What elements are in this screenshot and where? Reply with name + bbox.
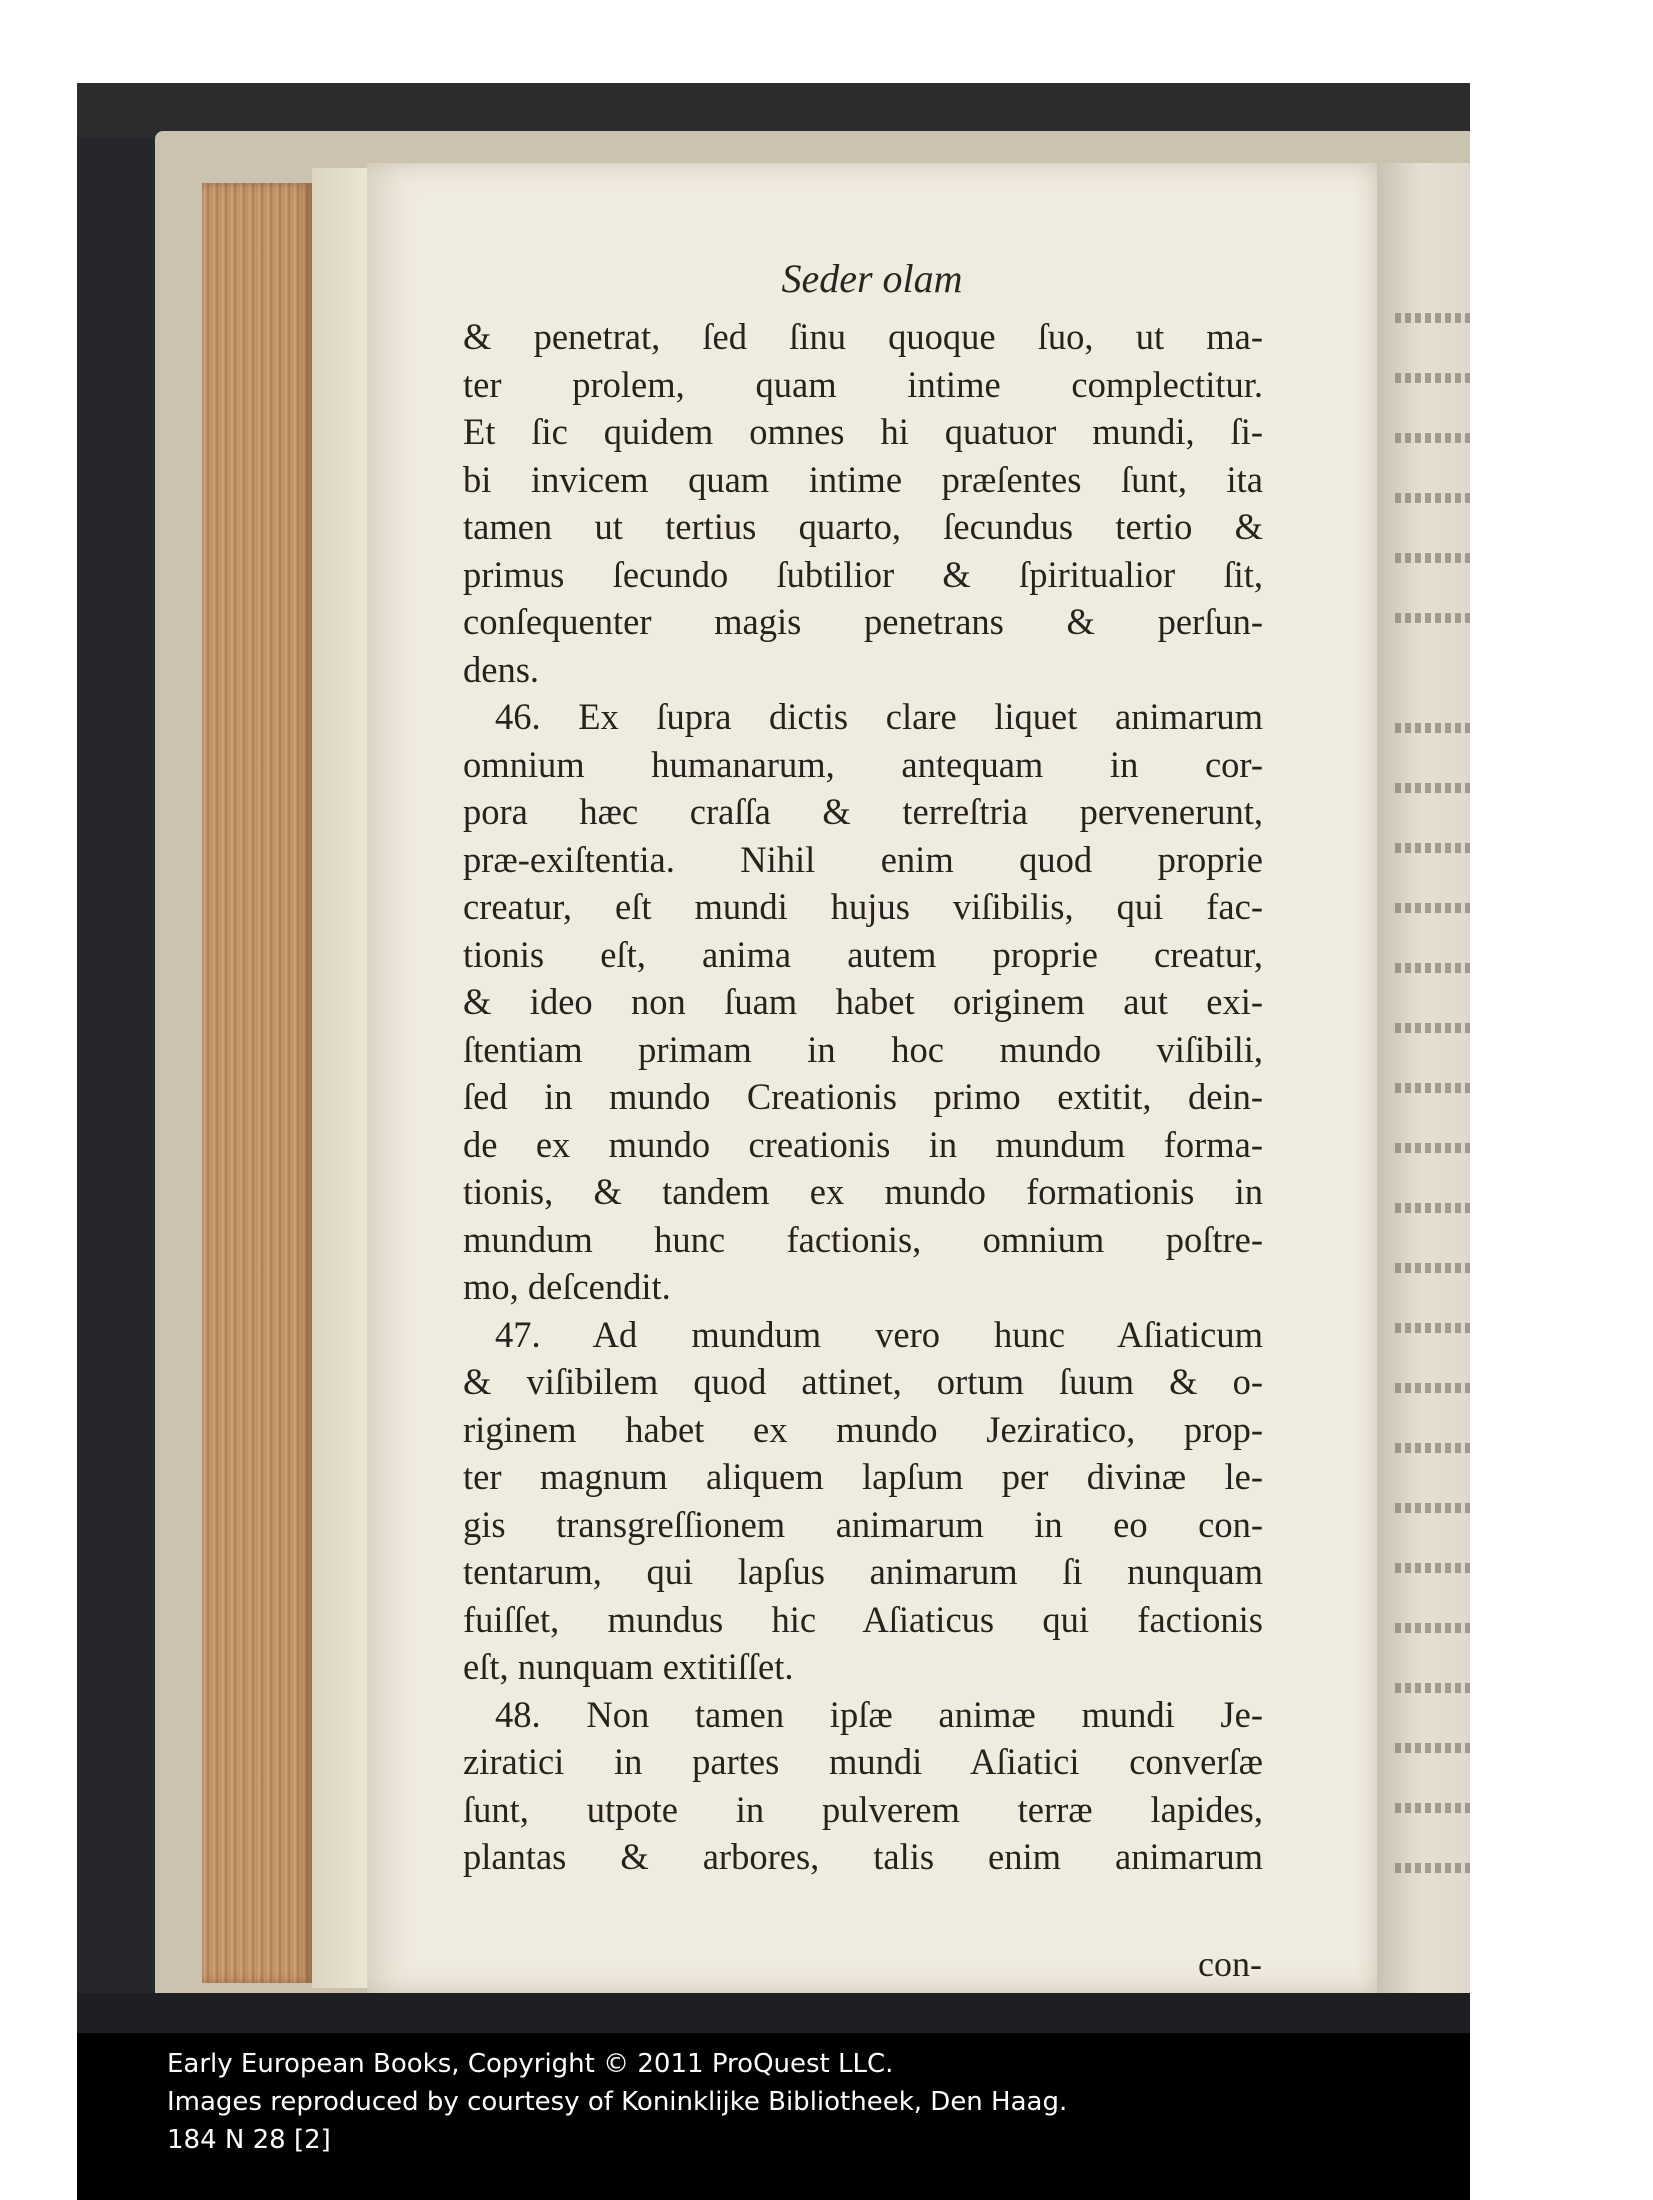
- text-line: primus ſecundo ſubtilior & ſpiritualior ſit,: [463, 553, 1263, 595]
- text-line: eſt, nunquam extitiſſet.: [463, 1646, 794, 1687]
- text-line: de ex mundo creationis in mundum forma-: [463, 1123, 1263, 1165]
- text-line: omnium humanarum, antequam in cor-: [463, 743, 1263, 785]
- facing-page-text-fragment: [1395, 903, 1470, 913]
- text-line: ter magnum aliquem lapſum per divinæ le-: [463, 1456, 1263, 1497]
- text-line: ter prolem, quam intime complectitur.: [463, 363, 1263, 405]
- text-line: ſunt, utpote in pulverem terræ lapides,: [463, 1788, 1263, 1830]
- footer-text: [167, 2045, 1067, 2159]
- facing-page-text-fragment: [1395, 1443, 1470, 1453]
- facing-page-edge: [1377, 163, 1470, 1993]
- facing-page-text-fragment: [1395, 1143, 1470, 1153]
- book-page: [367, 163, 1377, 1993]
- facing-page-text-fragment: [1395, 553, 1470, 563]
- scan-background-bottom: [77, 1993, 1470, 2033]
- footer-shelfmark: 184 N 28 [2]: [167, 2125, 331, 2155]
- running-head: Seder olam: [781, 256, 963, 301]
- facing-page-text-fragment: [1395, 373, 1470, 383]
- copyright-footer: [77, 2033, 1470, 2200]
- text-line: mo, deſcendit.: [463, 1266, 671, 1307]
- text-line: præ-exiſtentia. Nihil enim quod proprie: [463, 838, 1263, 880]
- footer-copyright: Early European Books, Copyright © 2011 ProQuest LLC.: [167, 2049, 894, 2079]
- facing-page-text-fragment: [1395, 723, 1470, 733]
- text-line: mundum hunc factionis, omnium poſtre-: [463, 1218, 1263, 1260]
- page-gutter: [312, 168, 372, 1988]
- text-line: tamen ut tertius quarto, ſecundus tertio &: [463, 506, 1263, 547]
- text-line: conſequenter magis penetrans & perſun-: [463, 601, 1263, 642]
- book-page-edges: [202, 183, 312, 1983]
- facing-page-text-fragment: [1395, 1323, 1470, 1333]
- text-line: ziratici in partes mundi Aſiatici converſæ: [463, 1741, 1263, 1782]
- text-line: ſed in mundo Creationis primo extitit, dein-: [463, 1076, 1263, 1117]
- scan-background-top: [77, 83, 1470, 138]
- facing-page-text-fragment: [1395, 1563, 1470, 1573]
- catchword: con-: [1198, 1944, 1262, 1984]
- facing-page-text-fragment: [1395, 433, 1470, 443]
- facing-page-text-fragment: [1395, 1383, 1470, 1393]
- text-line: dens.: [463, 648, 540, 690]
- text-line: riginem habet ex mundo Jeziratico, prop-: [463, 1408, 1263, 1450]
- page-body-text: [463, 313, 1263, 1881]
- text-line: bi invicem quam intime præſentes ſunt, ita: [463, 458, 1263, 500]
- facing-page-text-fragment: [1395, 313, 1470, 323]
- scanned-book-photo: [77, 83, 1470, 2033]
- facing-page-text-fragment: [1395, 1863, 1470, 1873]
- text-line: ſtentiam primam in hoc mundo viſibili,: [463, 1028, 1263, 1070]
- facing-page-text-fragment: [1395, 1503, 1470, 1513]
- facing-page-text-fragment: [1395, 1803, 1470, 1813]
- text-line: pora hæc craſſa & terreſtria pervenerunt,: [463, 791, 1263, 832]
- facing-page-text-fragment: [1395, 493, 1470, 503]
- facing-page-text-fragment: [1395, 1023, 1470, 1033]
- paragraph-47-start: 47. Ad mundum vero hunc Aſiaticum: [495, 1313, 1263, 1355]
- paragraph-48-start: 48. Non tamen ipſæ animæ mundi Je-: [495, 1693, 1263, 1735]
- text-line: tionis, & tandem ex mundo formationis in: [463, 1171, 1263, 1212]
- facing-page-text-fragment: [1395, 1623, 1470, 1633]
- text-line: tionis eſt, anima autem proprie creatur,: [463, 933, 1263, 975]
- facing-page-text-fragment: [1395, 613, 1470, 623]
- facing-page-text-fragment: [1395, 1083, 1470, 1093]
- text-line: tentarum, qui lapſus animarum ſi nunquam: [463, 1551, 1263, 1592]
- text-line: plantas & arbores, talis enim animarum: [463, 1836, 1263, 1877]
- text-line: fuiſſet, mundus hic Aſiaticus qui factionis: [463, 1598, 1263, 1640]
- facing-page-text-fragment: [1395, 843, 1470, 853]
- facing-page-text-fragment: [1395, 1743, 1470, 1753]
- facing-page-text-fragment: [1395, 1683, 1470, 1693]
- text-line: Et ſic quidem omnes hi quatuor mundi, ſi-: [463, 411, 1263, 452]
- footer-courtesy: Images reproduced by courtesy of Koninklijke Bibliotheek, Den Haag.: [167, 2087, 1068, 2117]
- text-line: & viſibilem quod attinet, ortum ſuum & o-: [463, 1361, 1263, 1402]
- facing-page-text-fragment: [1395, 963, 1470, 973]
- text-line: gis transgreſſionem animarum in eo con-: [463, 1503, 1263, 1545]
- facing-page-text-fragment: [1395, 1203, 1470, 1213]
- facing-page-text-fragment: [1395, 1263, 1470, 1273]
- paragraph-46-start: 46. Ex ſupra dictis clare liquet animarum: [495, 696, 1263, 737]
- text-line: creatur, eſt mundi hujus viſibilis, qui fac-: [463, 886, 1263, 927]
- facing-page-text-fragment: [1395, 783, 1470, 793]
- text-line: & penetrat, ſed ſinu quoque ſuo, ut ma-: [463, 316, 1263, 357]
- text-line: & ideo non ſuam habet originem aut exi-: [463, 981, 1263, 1022]
